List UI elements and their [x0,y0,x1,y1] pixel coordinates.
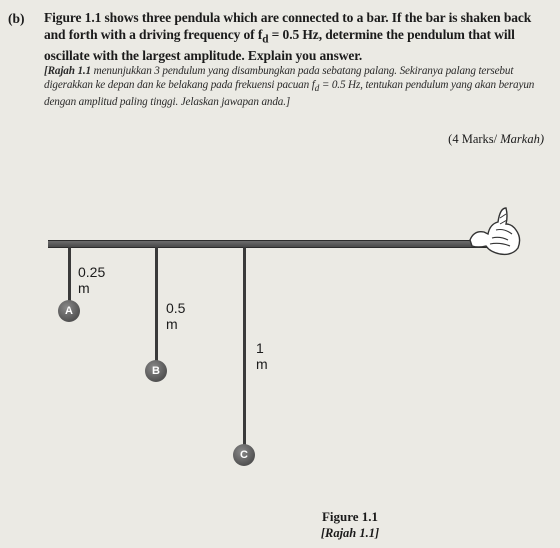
question-text-part2: = 0.5 Hz, determine the pendulum that will oscillate with the largest amplitude. Explain you answer. [44,26,515,63]
support-bar [48,240,498,248]
marks-allocation [448,132,544,147]
length-label-a: 0.25 m [78,264,106,296]
marks-malay: Markah) [500,132,544,146]
pendulum-bob-a: A [58,300,80,322]
string-b [155,247,158,365]
figure-caption [290,508,410,542]
length-label-b: 0.5 m [166,300,186,332]
pendulum-bob-c: C [233,444,255,466]
question-text-english [44,10,552,64]
malay-subscript-d: d [314,83,320,94]
question-label: (b) [8,11,25,26]
hand-icon [460,194,530,264]
question-block [8,10,552,110]
figure-reference: Figure 1.1 [44,10,102,25]
malay-text-part2: = 0.5 Hz, tentukan pendulum yang akan berayun dengan amplitud paling tinggi. Jelaskan jawapan anda.] [44,78,535,109]
malay-figure-reference: [Rajah 1.1 [44,65,91,78]
caption-malay: [Rajah 1.1] [320,526,380,540]
length-label-c: 1 m [256,340,268,372]
question-text-part1: shows three pendula which are connected to a bar. If the bar is shaken back and forth with a driving frequency of f [44,10,532,42]
question-text-malay [44,65,552,110]
caption-english: Figure 1.1 [321,509,379,524]
subscript-d: d [262,33,269,46]
pendulum-bob-b: B [145,360,167,382]
string-c [243,247,246,447]
malay-text-part1: menunjukkan 3 pendulum yang disambungkan pada sebatang palang. Sekiranya palang tersebut digerakkan ke depan dan ke belakang pada frekuensi pacuan f [44,65,514,91]
string-a [68,247,71,307]
marks-english: (4 Marks/ [448,132,498,146]
